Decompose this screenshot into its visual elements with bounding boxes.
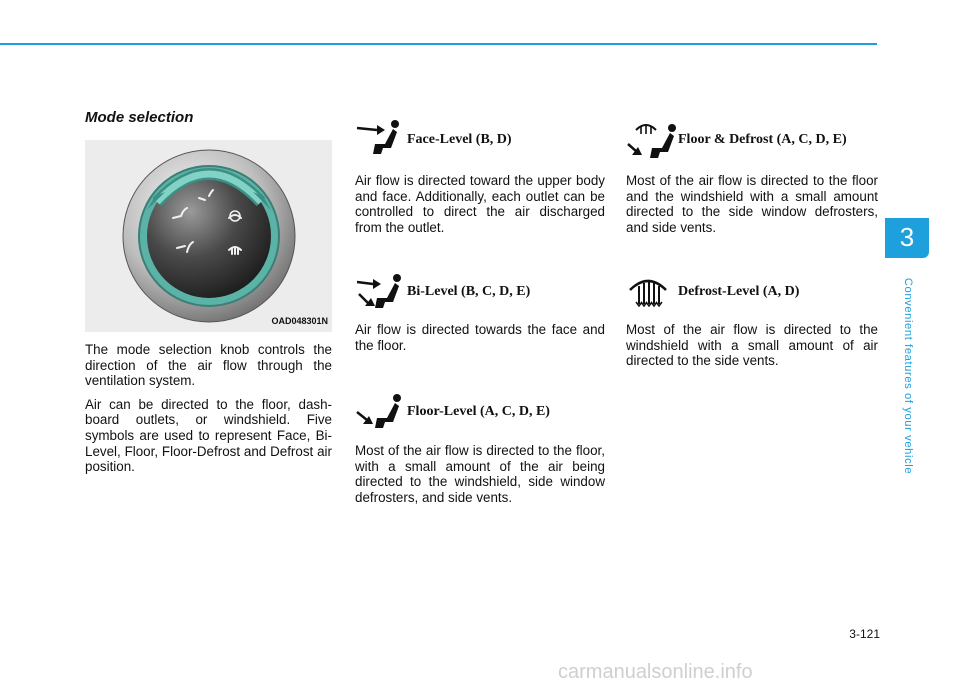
- floor-defrost-icon: [626, 120, 678, 160]
- footer-watermark: carmanualsonline.info: [558, 661, 753, 683]
- bi-level-icon: [355, 272, 403, 312]
- defrost-level-icon: [626, 272, 674, 312]
- mode-knob-illustration: [85, 140, 332, 332]
- page-number: 3-121: [849, 627, 880, 641]
- intro-paragraph: Air can be directed to the floor, dash-board outlets, or windshield. Five symbols are used to represent Face, Bi-Level, Floor, Floor-Defrost and Defrost air position.: [85, 396, 332, 475]
- chapter-title: Convenient features of your vehicle: [902, 277, 914, 475]
- bi-level-title: Bi-Level (B, C, D, E): [407, 284, 531, 299]
- floor-level-text: Most of the air flow is directed to the floor, with a small amount of the air being directed to the windshield, side window defrosters, and side vents.: [355, 443, 605, 505]
- header-rule: [0, 43, 877, 45]
- bi-level-heading: [355, 272, 605, 312]
- intro-paragraph: The mode selection knob controls the direction of the air flow through the ventilation system.: [85, 342, 332, 389]
- floor-level-icon: [355, 392, 403, 432]
- face-level-icon: [355, 120, 403, 160]
- defrost-level-title: Defrost-Level (A, D): [678, 284, 800, 299]
- mode-knob-figure: [85, 140, 332, 332]
- intro-text: [85, 342, 332, 483]
- face-level-text: Air flow is directed toward the upper body and face. Additionally, each outlet can be controlled to direct the air discharged from the outlet.: [355, 173, 605, 235]
- floor-defrost-heading: [626, 120, 878, 160]
- section-title: Mode selection: [85, 109, 194, 126]
- face-level-heading: [355, 120, 605, 160]
- floor-defrost-title: Floor & Defrost (A, C, D, E): [678, 132, 847, 147]
- defrost-level-text: Most of the air flow is directed to the windshield with a small amount of air directed to the side vents.: [626, 322, 878, 369]
- floor-defrost-text: Most of the air flow is directed to the floor and the windshield with a small amount directed to the side window defrosters, and side vents.: [626, 173, 878, 235]
- chapter-side-label: [897, 258, 919, 494]
- defrost-level-heading: [626, 272, 878, 312]
- floor-level-title: Floor-Level (A, C, D, E): [407, 404, 550, 419]
- chapter-tab: [885, 218, 929, 258]
- bi-level-text: Air flow is directed towards the face and the floor.: [355, 322, 605, 353]
- face-level-title: Face-Level (B, D): [407, 132, 512, 147]
- floor-level-heading: [355, 392, 605, 432]
- chapter-number: 3: [899, 222, 915, 252]
- figure-code: OAD048301N: [271, 316, 328, 326]
